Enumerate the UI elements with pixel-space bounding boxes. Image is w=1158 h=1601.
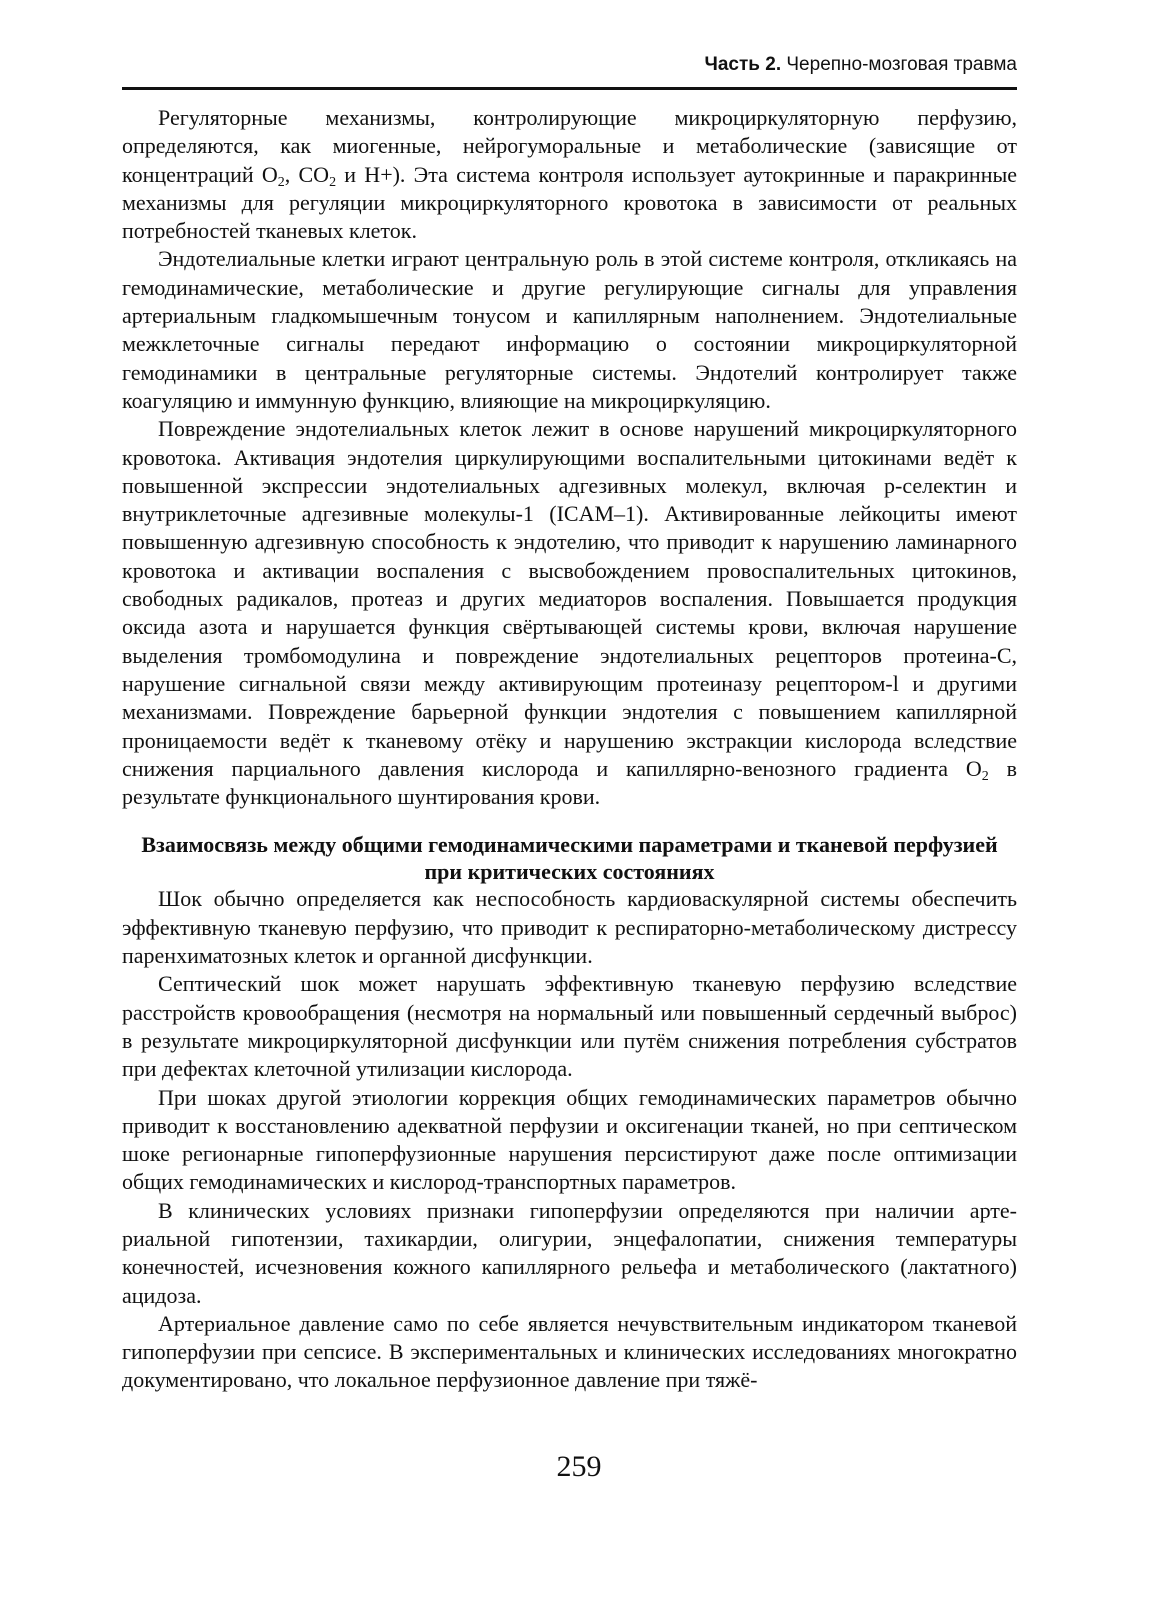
header-part-title: Черепно-мозговая травма	[786, 54, 1017, 75]
paragraph-septic-shock: Септический шок может нарушать эффективную тканевую перфузию вследствие расстройств кровообращения (несмотря на нормальный или повышенный сердечный выброс) в результате микроциркуляторной дисфункции или путём снижения потребления субстратов при дефектах клеточной утилизации кислорода.	[122, 971, 1017, 1082]
paragraph-endothelial-cells: Эндотелиальные клетки играют центральную роль в этой системе контроля, откликаясь на гемодинамические, метаболические и другие регулирующие сигналы для управления артериальным гладкомышечным тонусом и капиллярным наполнением. Эндотелиальные межклеточные сигналы передают информацию о состоянии микроциркуляторной гемодинамики в центральные регуляторные системы. Эндотелий контролирует также коагуляцию и иммунную функцию, влияющие на микроциркуляцию.	[122, 246, 1017, 413]
header-part-label: Часть 2.	[704, 54, 782, 75]
subscript: 2	[981, 768, 989, 784]
paragraph-other-shock: При шоках другой этиологии коррекция общих гемодинамических параметров обычно приводит к восстановлению адекватной перфузии и оксигенации тканей, но при септическом шоке регионарные гипоперфузионные нарушения персистируют даже после оптимизации общих гемодинамических и кислород-транспортных параметров.	[122, 1084, 1017, 1195]
paragraph-text: и H+). Эта система контроля использует аутокринные и паракринные механизмы для регуляции микроциркуляторного кровотока в зависимости от реальных потребностей тканевых клеток.	[122, 161, 1018, 244]
page-body	[122, 104, 1017, 1395]
subscript: 2	[277, 174, 285, 190]
header-rule	[122, 87, 1017, 90]
running-header	[122, 50, 1017, 82]
subscript: 2	[329, 174, 337, 190]
section-heading: Взаимосвязь между общими гемодинамическими параметрами и тканевой перфузией при критических состояниях	[141, 832, 998, 885]
paragraph-text: Регуляторные механизмы, контролирующие микроциркуляторную перфузию, определяются, как миогенные, нейрогуморальные и метаболические (зависящие от концентраций O	[122, 105, 1017, 187]
page-number: 259	[556, 1450, 602, 1483]
paragraph-regulatory-mechanisms	[122, 104, 1017, 245]
paragraph-endothelial-damage	[122, 415, 1017, 811]
header-text	[705, 54, 1017, 76]
paragraph-text: в результате функционального шунтирования крови.	[122, 755, 1017, 810]
paragraph-clinical-signs: В клинических условиях признаки гипоперфузии определяются при наличии артериальной гипотензии, тахикардии, олигурии, энцефалопатии, снижения температуры конечностей, исчезновения кожного капиллярного рельефа и метаболического (лактатного) ацидоза.	[122, 1197, 1017, 1308]
paragraph-text: Повреждение эндотелиальных клеток лежит в основе нарушений микроциркуляторного кровотока. Активация эндотелия циркулирующими воспалительными цитокинами ведёт к повышенной экспрессии эндотелиальных адгезивных молекул, включая p-селектин и внутриклеточные адгезивные молекулы-1 (ICAM–1). Активированные лейкоциты имеют повышенную адгезивную способность к эндотелию, что приводит к нарушению ламинарного кровотока и активации воспаления с высвобождением провоспалительных цитокинов, свободных радикалов, протеаз и других медиаторов воспаления. Повышается продукция оксида азота и нарушается функция свёртывающей системы крови, включая нарушение выделения тромбомодулина и повреждение эндотелиальных рецепторов протеина-С, нарушение сигнальной связи между активирующим протеиназу рецептором-l и другими механизмами. Повреждение барьерной функции эндотелия с повышением капиллярной проницаемости ведёт к тканевому отёку и нарушению экстракции кислорода вследствие снижения парциального давления кислорода и капиллярно-венозного градиента O	[122, 416, 1017, 781]
paragraph-shock-definition: Шок обычно определяется как неспособность кардиоваскулярной системы обеспечить эффективную тканевую перфузию, что приводит к респираторно-метаболическому дистрессу паренхиматозных клеток и органной дисфункции.	[122, 886, 1017, 969]
paragraph-text: , CO	[284, 161, 330, 187]
paragraph-arterial-pressure: Артериальное давление само по себе является нечувствительным индикатором тканевой гипоперфузии при сепсисе. В экспериментальных и клинических исследованиях многократно документировано, что локальное перфузионное давление при тяжё-	[122, 1310, 1017, 1393]
